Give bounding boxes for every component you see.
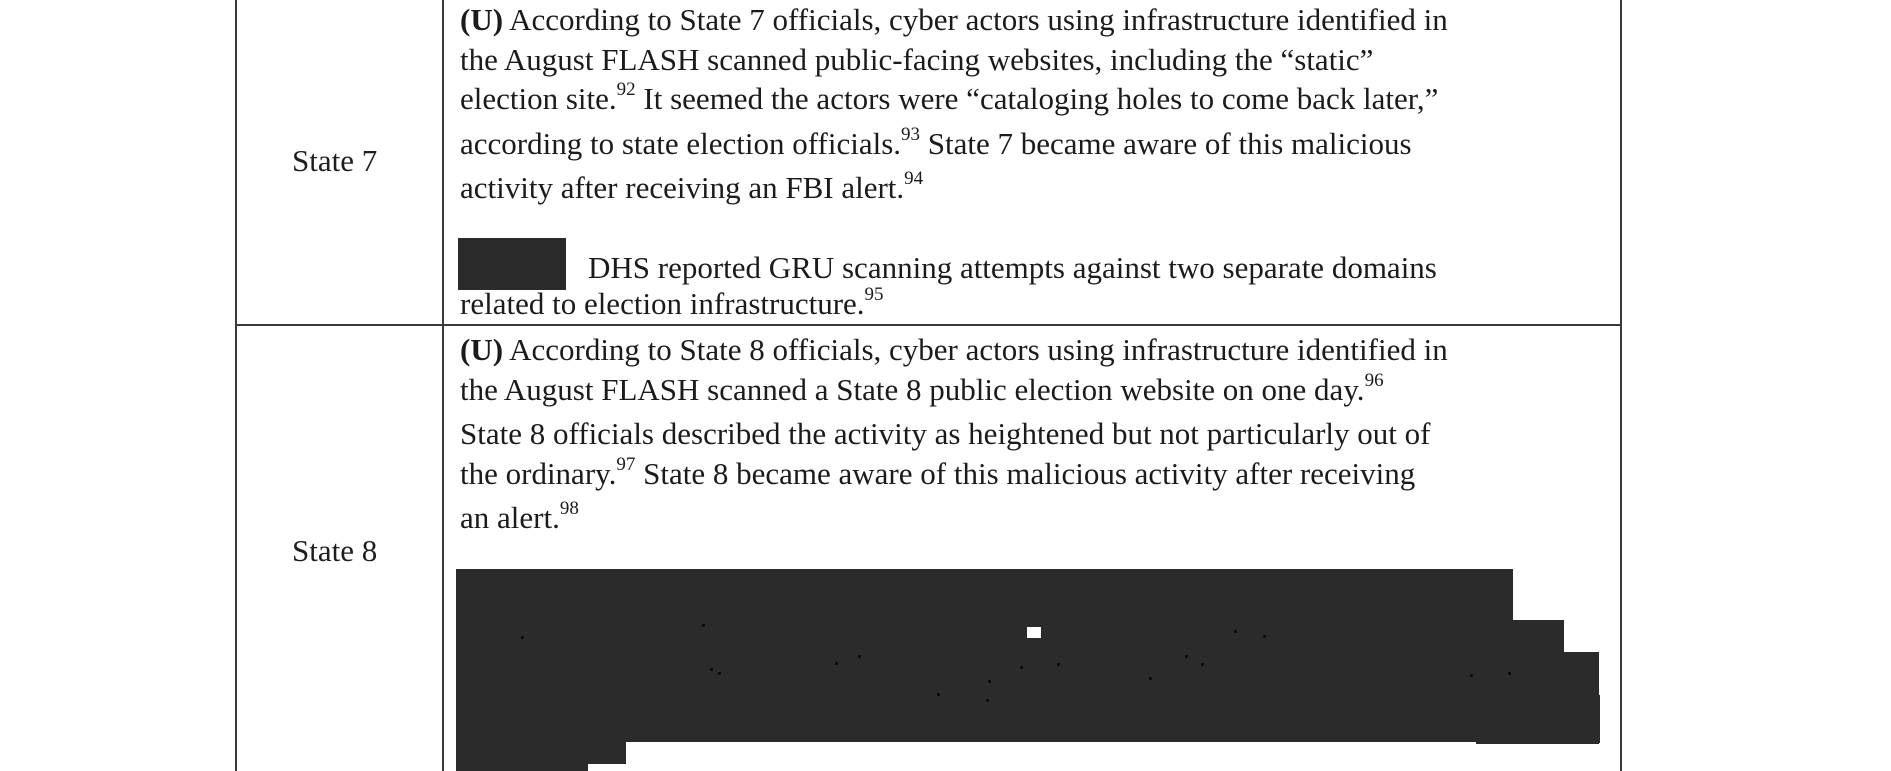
footnote-ref: 93: [901, 123, 921, 145]
text-line: according to state election officials.$^{93}$ State 7 became aware of this malicious: [460, 123, 1412, 161]
footnote-ref: 92: [616, 79, 636, 100]
classification-marking: (U): [460, 332, 504, 367]
footnote-ref: 94: [904, 168, 924, 189]
text-line: (U) According to State 7 officials, cyber actors using infrastructure identified in: [460, 2, 1448, 37]
text-line: election site.$^{92}$ It seemed the actors were “cataloging holes to come back later,”: [460, 79, 1439, 116]
table-right-border: [1620, 0, 1622, 771]
text-line: activity after receiving an FBI alert.$^{94}$: [460, 168, 924, 205]
state-7-paragraph: [460, 0, 1448, 213]
text-line: State 8 officials described the activity as heightened but not particularly out of: [460, 416, 1431, 451]
table-column-divider: [442, 0, 444, 771]
state-7-paragraph-2: [588, 248, 1437, 288]
text-line: the August FLASH scanned a State 8 public election website on one day.$^{96}$: [460, 369, 1384, 407]
text-line: DHS reported GRU scanning attempts against two separate domains: [588, 250, 1437, 285]
classification-marking: (U): [460, 2, 504, 37]
state-8-label: State 8: [292, 533, 378, 568]
text-line: the August FLASH scanned public-facing websites, including the “static”: [460, 41, 1374, 77]
footnote-ref: 96: [1364, 369, 1384, 391]
table-left-border: [235, 0, 237, 771]
state-7-paragraph-2-line2: [460, 286, 884, 327]
footnote-ref: 98: [559, 498, 579, 519]
text-line: (U) According to State 8 officials, cyber actors using infrastructure identified in: [460, 332, 1448, 367]
text-line: the ordinary.$^{97}$ State 8 became aware of this malicious activity after receiving: [460, 453, 1416, 491]
redaction-box: [458, 238, 566, 290]
state-7-label: State 7: [292, 143, 378, 178]
state-8-paragraph: [460, 330, 1448, 543]
footnote-ref: 97: [616, 453, 636, 475]
text-line: related to election infrastructure.$^{95}$: [460, 284, 884, 321]
text-line: an alert.$^{98}$: [460, 498, 579, 535]
row-divider: [235, 324, 1622, 326]
footnote-ref: 95: [864, 284, 884, 305]
